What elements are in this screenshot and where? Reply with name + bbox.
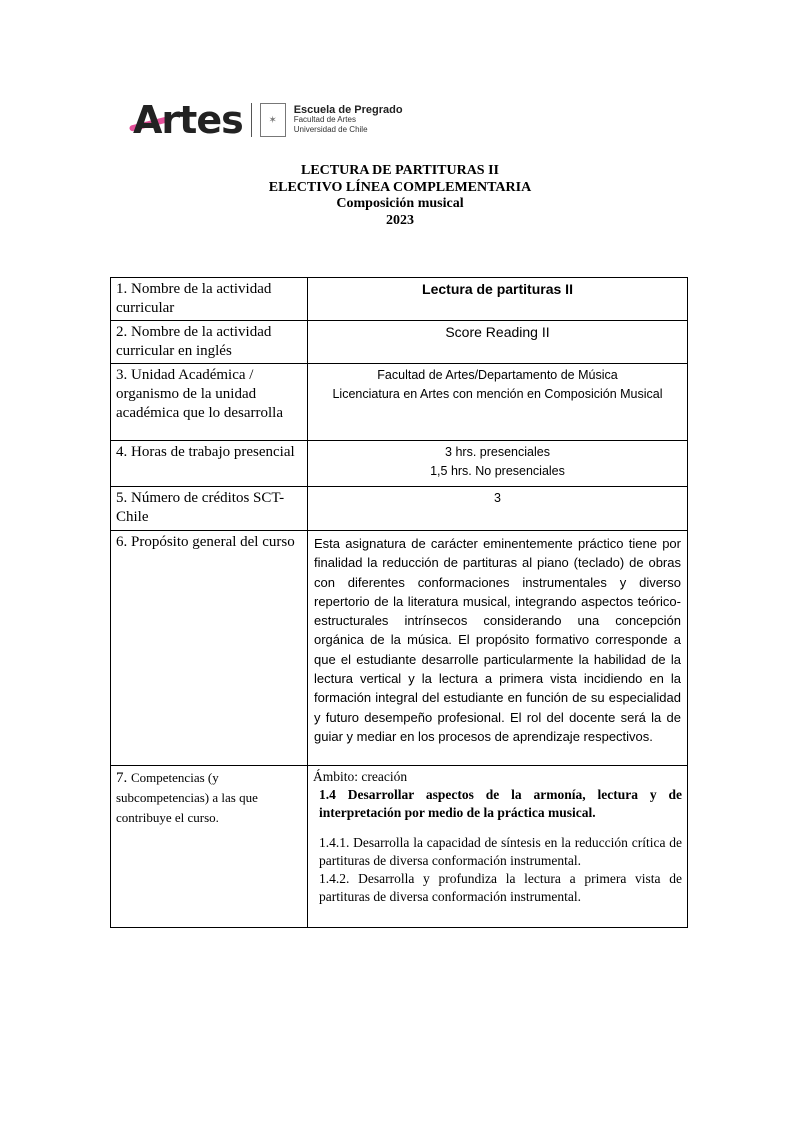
competency-scope: Ámbito: creación [313, 769, 408, 784]
row-label: 5. Número de créditos SCT-Chile [111, 487, 308, 531]
row-value: 3 [308, 487, 688, 531]
row-label: 6. Propósito general del curso [111, 531, 308, 766]
row-value-line: 3 hrs. presenciales [445, 445, 550, 459]
logo-wordmark [133, 98, 243, 142]
table-row [111, 766, 688, 928]
logo-text [294, 105, 403, 135]
competency-main: 1.4 Desarrollar aspectos de la armonía, lectura y de interpretación por medio de la práctica musical. [319, 787, 682, 820]
logo-line1: Escuela de Pregrado [293, 104, 403, 116]
table-row [111, 441, 688, 487]
row-value: Esta asignatura de carácter eminentemente práctico tiene por finalidad la reducción de partituras al piano (teclado) de obras con diferentes conformaciones instrumentales y diverso repertorio de la literatura musical, integrando aspectos teórico-estructurales intrínsecos considerando una concepción orgánica de la música. El propósito formativo corresponde a que el estudiante desarrolle particularmente la habilidad de la lectura vertical y la lectura a primera vista incidiendo en la formación integral del estudiante en función de su especialidad y futuro desempeño profesional. El rol del docente será la de guiar y mediar en los procesos de aprendizaje respectivos. [308, 531, 688, 766]
title-line2: ELECTIVO LÍNEA COMPLEMENTARIA [268, 179, 532, 195]
row-label: 1. Nombre de la actividad curricular [111, 278, 308, 321]
table-row [111, 278, 688, 321]
table-row [111, 321, 688, 364]
subcompetency: 1.4.2. Desarrolla y profundiza la lectura a primera vista de partituras de diversa conformación instrumental. [319, 871, 682, 904]
table-row [111, 487, 688, 531]
table-row [111, 531, 688, 766]
row-label [111, 766, 308, 928]
row-value-line: Licenciatura en Artes con mención en Composición Musical [332, 387, 663, 401]
row-value: Lectura de partituras II [308, 278, 688, 321]
artes-logo [133, 98, 403, 142]
title-line3: Composición musical [336, 196, 464, 211]
university-crest-icon: ✶ [260, 103, 286, 137]
table-row [111, 364, 688, 441]
logo-divider [251, 103, 252, 137]
row-label: 4. Horas de trabajo presencial [111, 441, 308, 487]
row-number: 7. [116, 770, 128, 786]
row-value [308, 441, 688, 487]
logo-word: Artes [133, 98, 243, 142]
course-info-table [110, 277, 688, 928]
row-value [308, 766, 688, 928]
row-label-text: Competencias (y subcompetencias) a las que contribuye el curso. [116, 770, 258, 825]
logo-line3: Universidad de Chile [293, 125, 368, 134]
row-value-line: Facultad de Artes/Departamento de Música [377, 368, 618, 382]
title-line1: LECTURA DE PARTITURAS II [300, 163, 499, 178]
title-year: 2023 [386, 212, 414, 228]
logo-line2: Facultad de Artes [293, 115, 356, 124]
row-label: 3. Unidad Académica / organismo de la unidad académica que lo desarrolla [111, 364, 308, 441]
row-label: 2. Nombre de la actividad curricular en inglés [111, 321, 308, 364]
subcompetency: 1.4.1. Desarrolla la capacidad de síntesis en la reducción crítica de partituras de diversa conformación instrumental. [319, 835, 682, 868]
row-value [308, 364, 688, 441]
row-value: Score Reading II [308, 321, 688, 364]
row-value-line: 1,5 hrs. No presenciales [430, 464, 565, 478]
document-title [0, 163, 800, 229]
